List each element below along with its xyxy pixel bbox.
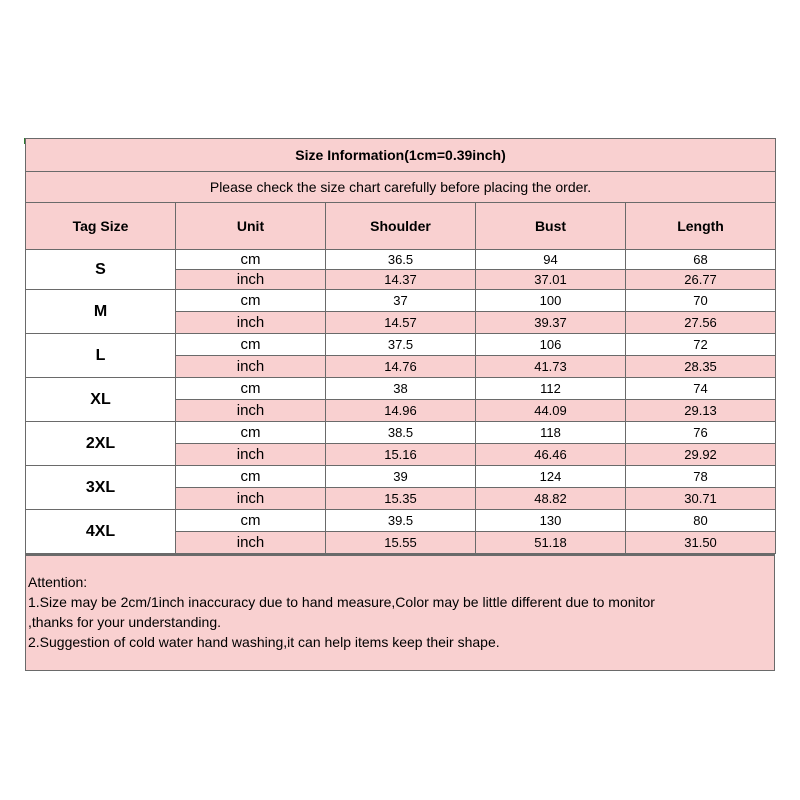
shoulder-cell: 14.96 bbox=[326, 400, 476, 422]
length-cell: 28.35 bbox=[626, 356, 776, 378]
shoulder-cell: 39.5 bbox=[326, 510, 476, 532]
bust-cell: 37.01 bbox=[476, 270, 626, 290]
size-row-cm bbox=[26, 334, 776, 356]
header-tag-size: Tag Size bbox=[26, 203, 176, 250]
tag-size-cell: 2XL bbox=[26, 422, 176, 466]
unit-cell: inch bbox=[176, 488, 326, 510]
attention-line-1-cont: ,thanks for your understanding. bbox=[28, 614, 222, 630]
notes-table bbox=[25, 554, 775, 671]
unit-cell: cm bbox=[176, 290, 326, 312]
header-shoulder: Shoulder bbox=[326, 203, 476, 250]
shoulder-cell: 15.55 bbox=[326, 532, 476, 554]
tag-size-cell: 3XL bbox=[26, 466, 176, 510]
bust-cell: 118 bbox=[476, 422, 626, 444]
bust-cell: 39.37 bbox=[476, 312, 626, 334]
shoulder-cell: 14.76 bbox=[326, 356, 476, 378]
bust-cell: 112 bbox=[476, 378, 626, 400]
bust-cell: 94 bbox=[476, 250, 626, 270]
attention-notes bbox=[26, 555, 775, 671]
unit-cell: inch bbox=[176, 356, 326, 378]
bust-cell: 106 bbox=[476, 334, 626, 356]
attention-line-2: 2.Suggestion of cold water hand washing,it can help items keep their shape. bbox=[28, 634, 500, 650]
shoulder-cell: 38 bbox=[326, 378, 476, 400]
header-unit: Unit bbox=[176, 203, 326, 250]
unit-cell: cm bbox=[176, 250, 326, 270]
unit-cell: cm bbox=[176, 422, 326, 444]
length-cell: 30.71 bbox=[626, 488, 776, 510]
header-row bbox=[26, 203, 776, 250]
length-cell: 31.50 bbox=[626, 532, 776, 554]
size-table bbox=[25, 138, 776, 554]
attention-heading: Attention: bbox=[28, 574, 88, 590]
tag-size-cell: S bbox=[26, 250, 176, 290]
size-row-cm bbox=[26, 422, 776, 444]
length-cell: 29.13 bbox=[626, 400, 776, 422]
bust-cell: 124 bbox=[476, 466, 626, 488]
size-row-cm bbox=[26, 250, 776, 270]
unit-cell: inch bbox=[176, 400, 326, 422]
shoulder-cell: 14.37 bbox=[326, 270, 476, 290]
length-cell: 72 bbox=[626, 334, 776, 356]
chart-subtitle: Please check the size chart carefully before placing the order. bbox=[26, 172, 776, 203]
shoulder-cell: 39 bbox=[326, 466, 476, 488]
bust-cell: 48.82 bbox=[476, 488, 626, 510]
length-cell: 80 bbox=[626, 510, 776, 532]
unit-cell: cm bbox=[176, 334, 326, 356]
unit-cell: inch bbox=[176, 270, 326, 290]
shoulder-cell: 37 bbox=[326, 290, 476, 312]
tag-size-cell: 4XL bbox=[26, 510, 176, 554]
size-row-cm bbox=[26, 290, 776, 312]
bust-cell: 44.09 bbox=[476, 400, 626, 422]
shoulder-cell: 38.5 bbox=[326, 422, 476, 444]
bust-cell: 51.18 bbox=[476, 532, 626, 554]
tag-size-cell: L bbox=[26, 334, 176, 378]
length-cell: 26.77 bbox=[626, 270, 776, 290]
tag-size-cell: M bbox=[26, 290, 176, 334]
length-cell: 68 bbox=[626, 250, 776, 270]
tag-size-cell: XL bbox=[26, 378, 176, 422]
unit-cell: cm bbox=[176, 466, 326, 488]
chart-title: Size Information(1cm=0.39inch) bbox=[26, 139, 776, 172]
length-cell: 29.92 bbox=[626, 444, 776, 466]
attention-line-1: 1.Size may be 2cm/1inch inaccuracy due to hand measure,Color may be little different due to monitor bbox=[28, 594, 655, 610]
shoulder-cell: 36.5 bbox=[326, 250, 476, 270]
bust-cell: 41.73 bbox=[476, 356, 626, 378]
unit-cell: inch bbox=[176, 444, 326, 466]
subtitle-row bbox=[26, 172, 776, 203]
length-cell: 74 bbox=[626, 378, 776, 400]
size-row-cm bbox=[26, 378, 776, 400]
bust-cell: 130 bbox=[476, 510, 626, 532]
shoulder-cell: 15.35 bbox=[326, 488, 476, 510]
shoulder-cell: 15.16 bbox=[326, 444, 476, 466]
header-bust: Bust bbox=[476, 203, 626, 250]
size-row-cm bbox=[26, 466, 776, 488]
length-cell: 70 bbox=[626, 290, 776, 312]
unit-cell: inch bbox=[176, 312, 326, 334]
shoulder-cell: 14.57 bbox=[326, 312, 476, 334]
title-row bbox=[26, 139, 776, 172]
size-chart bbox=[25, 138, 775, 671]
unit-cell: cm bbox=[176, 378, 326, 400]
header-length: Length bbox=[626, 203, 776, 250]
size-row-cm bbox=[26, 510, 776, 532]
length-cell: 27.56 bbox=[626, 312, 776, 334]
shoulder-cell: 37.5 bbox=[326, 334, 476, 356]
length-cell: 76 bbox=[626, 422, 776, 444]
bust-cell: 100 bbox=[476, 290, 626, 312]
unit-cell: inch bbox=[176, 532, 326, 554]
bust-cell: 46.46 bbox=[476, 444, 626, 466]
unit-cell: cm bbox=[176, 510, 326, 532]
length-cell: 78 bbox=[626, 466, 776, 488]
